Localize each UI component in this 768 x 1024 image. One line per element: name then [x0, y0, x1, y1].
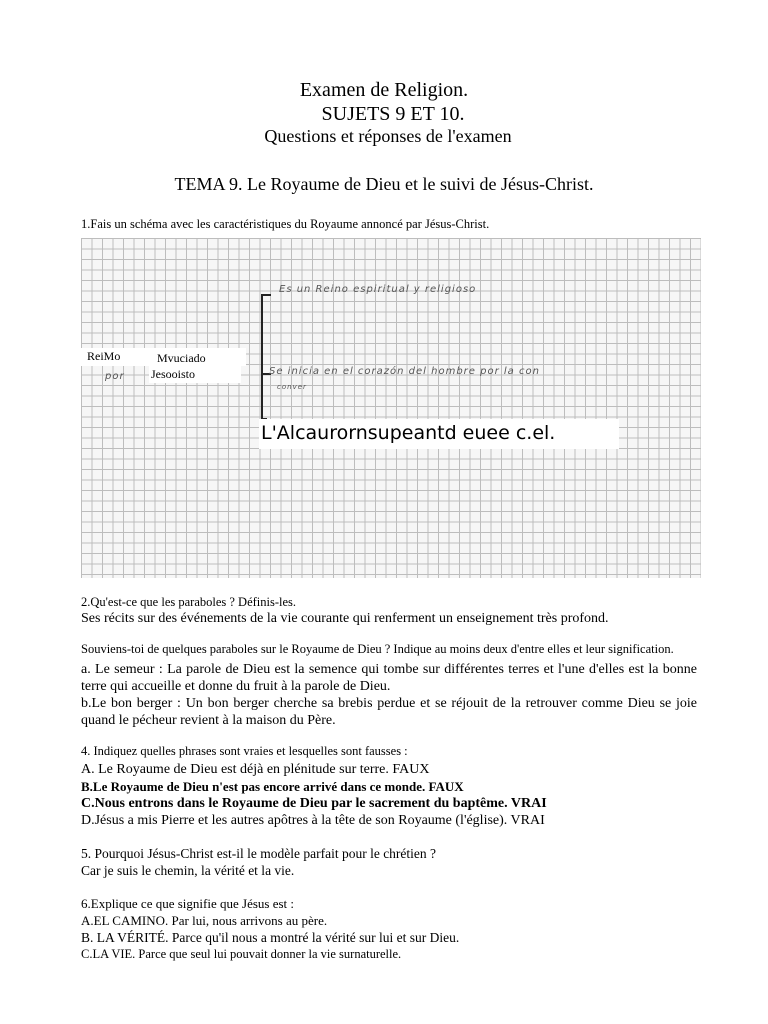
answer-2: Ses récits sur des événements de la vie courante qui renferment un enseignement très profond.: [81, 611, 609, 626]
handwritten-por: por: [105, 371, 125, 382]
label-jesooisto: Jesooisto: [151, 367, 196, 381]
bracket-top: [261, 294, 271, 296]
handwritten-line-2: Se inicia en el corazón del hombre por la con: [269, 366, 540, 377]
statement-4a: A. Le Royaume de Dieu est déjà en plénitude sur terre. FAUX: [81, 762, 430, 777]
statement-4d: D.Jésus a mis Pierre et les autres apôtres à la tête de son Royaume (l'église). VRAI: [81, 813, 545, 828]
question-5: 5. Pourquoi Jésus-Christ est-il le modèle parfait pour le chrétien ?: [81, 846, 437, 861]
question-3: Souviens-toi de quelques paraboles sur le Royaume de Dieu ? Indique au moins deux d'entre elles et leur signification.: [81, 642, 674, 656]
overlay-label: L'Alcaurornsupeantd euee c.el.: [261, 422, 556, 444]
answer-6c: C.LA VIE. Parce que seul lui pouvait donner la vie surnaturelle.: [81, 947, 402, 961]
label-mvuciado: Mvuciado: [157, 351, 206, 365]
subjects-title: SUJETS 9 ET 10.: [321, 103, 465, 125]
statement-4c: C.Nous entrons dans le Royaume de Dieu par le sacrement du baptême. VRAI: [81, 796, 547, 811]
bracket-line: [261, 294, 263, 420]
answer-6b: B. LA VÉRITÉ. Parce qu'il nous a montré la vérité sur lui et sur Dieu.: [81, 930, 460, 945]
exam-title: Examen de Religion.: [299, 79, 469, 101]
handwritten-line-1: Es un Reino espiritual y religioso: [279, 284, 477, 295]
scanned-diagram: [81, 238, 701, 578]
answer-6a: A.EL CAMINO. Par lui, nous arrivons au père.: [81, 913, 328, 928]
answer-5: Car je suis le chemin, la vérité et la vie.: [81, 863, 295, 878]
handwritten-small: conver: [277, 383, 307, 391]
exam-subtitle: Questions et réponses de l'examen: [264, 126, 512, 146]
question-2: 2.Qu'est-ce que les paraboles ? Définis-les.: [81, 595, 297, 609]
question-6: 6.Explique ce que signifie que Jésus est :: [81, 896, 295, 911]
answer-3b: b.Le bon berger : Un bon berger cherche sa brebis perdue et se réjouit de la retrouver comme Dieu se joie quand le pécheur revient à la maison du Père.: [81, 696, 697, 728]
label-box-top: [81, 348, 246, 366]
tema-heading: TEMA 9. Le Royaume de Dieu et le suivi de Jésus-Christ.: [174, 174, 594, 194]
overlay-label-box: [259, 419, 619, 449]
question-4: 4. Indiquez quelles phrases sont vraies et lesquelles sont fausses :: [81, 744, 408, 758]
question-1: 1.Fais un schéma avec les caractéristiques du Royaume annoncé par Jésus-Christ.: [81, 217, 490, 231]
label-reimo: ReiMo: [87, 349, 121, 363]
label-box-bottom: [149, 365, 241, 383]
statement-4b: B.Le Royaume de Dieu n'est pas encore arrivé dans ce monde. FAUX: [81, 779, 464, 794]
answer-3a: a. Le semeur : La parole de Dieu est la semence qui tombe sur différentes terres et l'une d'elles est la bonne terre qui accueille et donne du fruit à la parole de Dieu.: [81, 662, 697, 694]
